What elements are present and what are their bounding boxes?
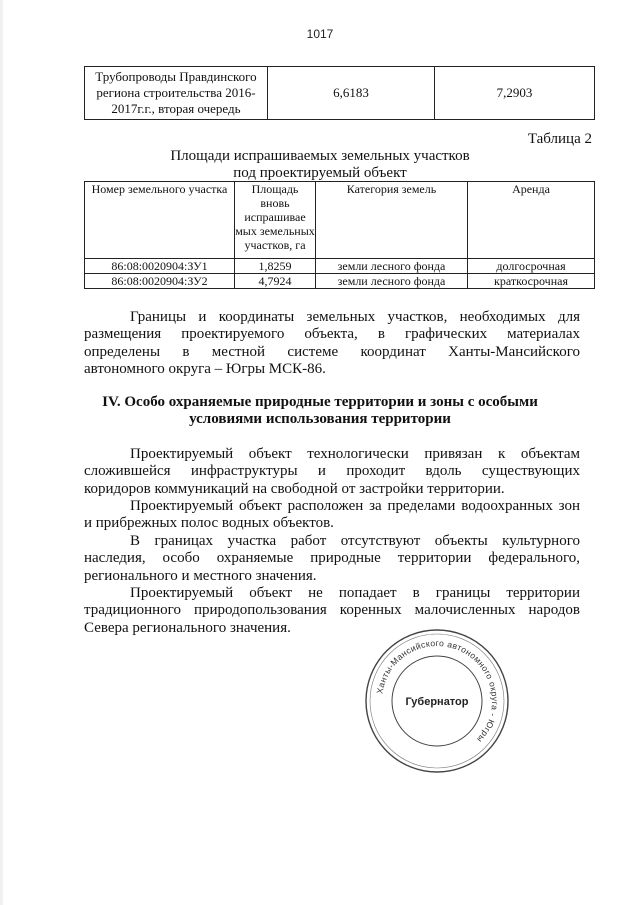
text-line: сложившейся инфраструктуры и проходит вдоль существующих (84, 463, 580, 480)
cell-line: Трубопроводы Правдинского (95, 69, 257, 84)
text-line: Проектируемый объект расположен за пределами водоохранных зон (130, 498, 580, 514)
cell-lease: долгосрочная (468, 259, 595, 274)
text-line: традиционного природопользования коренных малочисленных народов (84, 602, 580, 619)
header-lease: Аренда (468, 182, 595, 259)
header-line: Площадь (251, 182, 299, 196)
text-line: Проектируемый объект не попадает в границы территории (130, 585, 580, 601)
cell-number: 86:08:0020904:ЗУ2 (85, 274, 235, 289)
text-line: наследия, особо охраняемые природные территории федерального, (84, 550, 580, 567)
text-line: размещения проектируемого объекта, в графических материалах (84, 326, 580, 343)
cell-number: 86:08:0020904:ЗУ1 (85, 259, 235, 274)
table-1-cell-name (85, 67, 268, 120)
title-line: Площади испрашиваемых земельных участков (170, 148, 470, 164)
section-heading (0, 394, 640, 428)
text-line: определены в местной системе координат Ханты-Мансийского (84, 343, 580, 360)
header-land-category: Категория земель (316, 182, 468, 259)
seal-center-text: Губернатор (405, 696, 469, 708)
paragraph-cultural-heritage (84, 533, 580, 585)
text-line: коридоров коммуникаций на свободной от застройки территории. (84, 480, 505, 497)
cell-category: земли лесного фонда (316, 274, 468, 289)
table-2-title (0, 148, 640, 182)
cell-area: 4,7924 (235, 274, 316, 289)
header-line: испрашивае (244, 210, 306, 224)
cell-line: региона строительства 2016- (96, 85, 256, 100)
paragraph-water-zones (84, 498, 580, 533)
table-header-row (85, 182, 595, 259)
scan-edge (0, 0, 3, 905)
table-1-cell-value1: 6,6183 (268, 67, 435, 120)
table-row (85, 274, 595, 289)
page-number: 1017 (306, 27, 334, 41)
cell-line: 2017г.г., вторая очередь (111, 101, 241, 116)
table-2-label: Таблица 2 (527, 131, 592, 147)
header-line: вновь (260, 196, 290, 210)
text-line: Севера регионального значения. (84, 619, 291, 636)
table-row (85, 259, 595, 274)
heading-line: IV. Особо охраняемые природные территории и зоны с особыми (102, 394, 538, 410)
text-line: регионального и местного значения. (84, 567, 317, 584)
paragraph-boundaries (84, 309, 580, 378)
header-line: участков, га (244, 238, 306, 252)
header-area (235, 182, 316, 259)
text-line: В границах участка работ отсутствуют объекты культурного (130, 533, 580, 549)
cell-category: земли лесного фонда (316, 259, 468, 274)
paragraph-technological-link (84, 446, 580, 498)
cell-lease: краткосрочная (468, 274, 595, 289)
table-1 (84, 66, 595, 120)
header-line: мых земельных (235, 224, 315, 238)
text-line: и прибрежных полос водных объектов. (84, 515, 334, 532)
table-2 (84, 181, 595, 289)
governor-seal (364, 628, 510, 774)
text-line: автономного округа – Югры МСК-86. (84, 360, 326, 377)
table-row (85, 67, 595, 120)
title-line: под проектируемый объект (233, 165, 407, 181)
text-line: Границы и координаты земельных участков, необходимых для (130, 309, 580, 325)
text-line: Проектируемый объект технологически привязан к объектам (130, 446, 580, 462)
cell-area: 1,8259 (235, 259, 316, 274)
table-1-cell-value2: 7,2903 (435, 67, 595, 120)
seal-ring-text: Ханты-Мансийского автономного округа - Югры (374, 637, 501, 745)
header-land-plot-number: Номер земельного участка (85, 182, 235, 259)
heading-line: условиями использования территории (189, 411, 451, 427)
